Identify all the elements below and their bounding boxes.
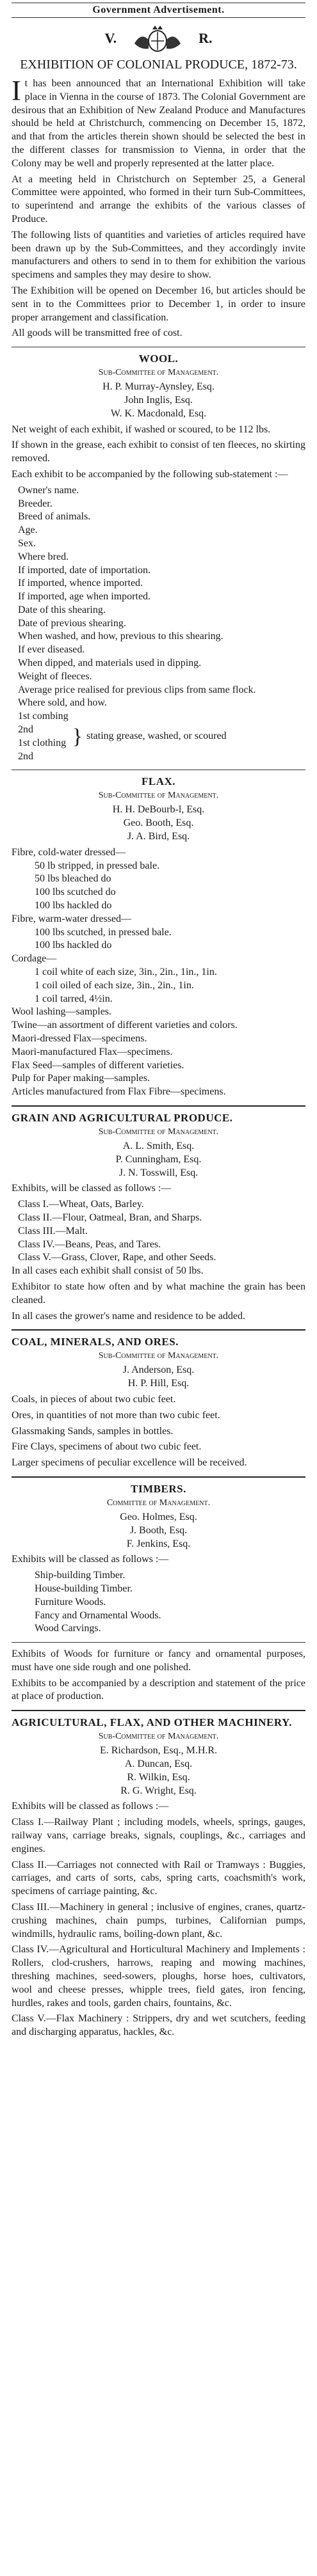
machinery-subcommittee: Sub-Committee of Management. — [98, 1732, 219, 1742]
grain-subcommittee: Sub-Committee of Management. — [98, 1126, 219, 1137]
intro-paragraph: All goods will be transmitted free of cost. — [12, 328, 183, 339]
timbers-paragraph: Exhibits to be accompanied by a description and statement of the price at place of production. — [12, 1677, 305, 1702]
list-item: Wool lashing—samples. — [12, 1006, 112, 1018]
royal-crest-icon — [132, 24, 183, 52]
class-item: Class I.—Wheat, Oats, Barley. — [18, 1199, 144, 1210]
wool-paragraph: If shown in the grease, each exhibit to consist of ten fleeces, no skirting removed. — [12, 439, 305, 464]
machinery-class: Class III.—Machinery in general ; inclusive of engines, cranes, quartz-crushing machines, chain pumps, turbines, Californian pumps, windmills, hydraulic rams, boiling-down plant, &c. — [12, 1902, 305, 1940]
flax-title: FLAX. — [141, 775, 176, 788]
combo-line: 1st combing — [18, 711, 69, 722]
list-item: 50 lbs bleached do — [35, 873, 111, 885]
list-item: Owner's name. — [18, 484, 79, 496]
combo-line: 1st clothing — [18, 737, 67, 748]
list-item: 50 lb stripped, in pressed bale. — [35, 860, 160, 871]
list-item: Maori-manufactured Flax—specimens. — [12, 1046, 173, 1057]
list-item: Weight of fleeces. — [18, 670, 92, 682]
coal-paragraph: Fire Clays, specimens of about two cubic feet. — [12, 1441, 202, 1453]
class-item: Class II.—Flour, Oatmeal, Bran, and Sharps. — [18, 1212, 202, 1223]
committee-member: R. Wilkin, Esq. — [127, 1771, 190, 1783]
class-item: House-building Timber. — [35, 1583, 133, 1594]
coal-committee-names — [12, 1364, 305, 1391]
coal-paragraph: Glassmaking Sands, samples in bottles. — [12, 1425, 174, 1437]
crest-letter-left: V. — [104, 30, 117, 46]
committee-member: H. P. Murray-Aynsley, Esq. — [102, 381, 215, 393]
list-item: If ever diseased. — [18, 644, 85, 656]
coal-title: COAL, MINERALS, AND ORES. — [12, 1336, 179, 1348]
committee-member: F. Jenkins, Esq. — [126, 1538, 191, 1549]
grain-paragraph: Exhibitor to state how often and by what machine the grain has been cleaned. — [12, 1281, 305, 1306]
class-item: Furniture Woods. — [35, 1596, 106, 1608]
committee-member: A. L. Smith, Esq. — [122, 1140, 195, 1151]
timbers-classes — [12, 1569, 305, 1636]
list-item: If imported, whence imported. — [18, 578, 143, 589]
list-item: Fibre, warm-water dressed— — [12, 913, 132, 924]
timbers-committee-names — [12, 1511, 305, 1551]
timbers-title: TIMBERS. — [131, 1482, 186, 1495]
list-item: Date of previous shearing. — [18, 617, 126, 629]
list-item: When washed, and how, previous to this shearing. — [18, 631, 224, 642]
class-item: Class V.—Grass, Clover, Rape, and other Seeds. — [18, 1252, 216, 1263]
list-item: Sex. — [18, 537, 36, 549]
list-item: Average price realised for previous clips from same flock. — [18, 684, 256, 695]
intro-paragraph: It has been announced that an International Exhibition will take place in Vienna in the course of 1873. The Colonial Government are desirous that an Exhibition of New Zealand Produce and Manufactures should be held at Christchurch, commencing on December 15, 1872, and that from the articles therein shown should be selected the best in the different classes for transmission to Vienna, in order that the Colony may be well and properly represented at the latter place. — [12, 75, 305, 169]
section-divider — [12, 1642, 305, 1643]
intro-paragraph: At a meeting held in Christchurch on September 25, a General Committee were appointed, who formed in their turn Sub-Committees, to superintend and arrange the exhibits of the various classes of Produce. — [12, 173, 305, 225]
list-item: Flax Seed—samples of different varieties. — [12, 1059, 184, 1071]
section-divider — [12, 1476, 305, 1478]
machinery-title: AGRICULTURAL, FLAX, AND OTHER MACHINERY. — [12, 1716, 293, 1729]
wool-paragraph: Each exhibit to be accompanied by the following sub-statement :— — [12, 468, 288, 480]
list-item: Maori-dressed Flax—specimens. — [12, 1033, 147, 1044]
committee-member: J. N. Tosswill, Esq. — [118, 1167, 199, 1178]
machinery-committee-names — [12, 1744, 305, 1798]
class-item: Wood Carvings. — [35, 1623, 101, 1634]
grain-classes — [12, 1198, 305, 1265]
class-item: Ship-building Timber. — [35, 1570, 126, 1581]
list-item: Cordage— — [12, 953, 57, 965]
flax-subcommittee: Sub-Committee of Management. — [98, 791, 219, 801]
grain-title: GRAIN AND AGRICULTURAL PRODUCE. — [12, 1111, 233, 1124]
list-item: Articles manufactured from Flax Fibre—specimens. — [12, 1086, 226, 1098]
machinery-class: Class II.—Carriages not connected with Rail or Tramways : Buggies, carriages, and carts of sorts, cabs, spring carts, coachsmith's work, specimens of carriage painting, &c. — [12, 1859, 305, 1897]
list-item: When dipped, and materials used in dipping. — [18, 658, 202, 669]
timbers-intro: Exhibits will be classed as follows :— — [12, 1554, 169, 1565]
brace-icon: } — [72, 724, 83, 748]
list-item: 1 coil oiled of each size, 3in., 2in., 1in. — [35, 979, 194, 991]
wool-statement-list — [12, 484, 305, 711]
wool-committee-names — [12, 381, 305, 420]
committee-member: E. Richardson, Esq., M.H.R. — [99, 1745, 218, 1757]
list-item: Date of this shearing. — [18, 604, 106, 615]
committee-member: H. P. Hill, Esq. — [127, 1378, 190, 1389]
machinery-class: Class I.—Railway Plant ; including models, wheels, springs, gauges, railway vans, carriage breaks, signals, couplings, &c., carriages and engines. — [12, 1817, 305, 1854]
class-item: Class III.—Malt. — [18, 1225, 88, 1237]
flax-committee-names — [12, 803, 305, 843]
list-item: Breed of animals. — [18, 511, 91, 523]
section-divider — [12, 1329, 305, 1331]
committee-member: J. A. Bird, Esq. — [127, 831, 190, 842]
list-item: Twine—an assortment of different varieties and colors. — [12, 1020, 238, 1031]
list-item: Where bred. — [18, 551, 69, 562]
committee-member: P. Cunningham, Esq. — [115, 1153, 202, 1165]
coal-paragraph: Larger specimens of peculiar excellence will be received. — [12, 1457, 247, 1469]
coal-paragraph: Coals, in pieces of about two cubic feet. — [12, 1393, 176, 1405]
crest-letter-right: R. — [199, 30, 213, 46]
list-item: Where sold, and how. — [18, 697, 107, 709]
machinery-intro: Exhibits will be classed as follows :— — [12, 1801, 169, 1812]
list-item: Age. — [18, 525, 38, 536]
list-item: If imported, age when imported. — [18, 591, 151, 603]
section-divider — [12, 1105, 305, 1107]
list-item: 1 coil white of each size, 3in., 2in., 1in., 1in. — [35, 967, 217, 978]
banner: Government Advertisement. — [12, 3, 305, 18]
royal-crest-row — [12, 24, 305, 52]
committee-member: J. Booth, Esq. — [129, 1524, 188, 1536]
flax-list — [12, 846, 305, 1099]
committee-member: R. G. Wright, Esq. — [120, 1785, 197, 1796]
list-item: 100 lbs hackled do — [35, 900, 112, 912]
committee-member: A. Duncan, Esq. — [124, 1758, 193, 1770]
committee-member: W. K. Macdonald, Esq. — [110, 407, 207, 419]
committee-member: Geo. Booth, Esq. — [123, 818, 194, 829]
grain-paragraph: In all cases each exhibit shall consist of 50 lbs. — [12, 1265, 204, 1277]
grain-committee-names — [12, 1140, 305, 1180]
coal-subcommittee: Sub-Committee of Management. — [98, 1351, 219, 1361]
timbers-committee: Committee of Management. — [106, 1497, 211, 1508]
class-item: Class IV.—Beans, Peas, and Tares. — [18, 1238, 161, 1250]
coal-paragraph: Ores, in quantities of not more than two cubic feet. — [12, 1409, 220, 1421]
combo-note: stating grease, washed, or scoured — [86, 731, 227, 742]
combo-line: 2nd — [18, 750, 33, 762]
intro-paragraph: The Exhibition will be opened on December 16, but articles should be sent in to the Committees prior to December 1, in order to insure proper arrangement and classification. — [12, 285, 305, 323]
committee-member: H. H. DeBourb-l, Esq. — [112, 804, 205, 816]
list-item: 100 lbs hackled do — [35, 940, 112, 951]
wool-subcommittee: Sub-Committee of Management. — [98, 368, 219, 378]
list-item: If imported, date of importation. — [18, 564, 151, 576]
list-item: 100 lbs scutched, in pressed bale. — [35, 926, 172, 938]
list-item: 100 lbs scutched do — [35, 887, 116, 898]
wool-paragraph: Net weight of each exhibit, if washed or scoured, to be 112 lbs. — [12, 423, 271, 435]
intro-paragraph: The following lists of quantities and varieties of articles required have been drawn up by the Sub-Committees, and they accordingly invite manufacturers and others to send in to them for exhibition the various specimens and samples they may desire to show. — [12, 229, 305, 281]
grain-paragraph: In all cases the grower's name and residence to be added. — [12, 1310, 245, 1322]
machinery-class: Class IV.—Agricultural and Horticultural Machinery and Implements : Rollers, clod-crushers, harrows, reaping and mowing machines, threshing machines, seed-sowers, ploughs, horse hoes, cultivators, wool and cheese presses, whipple trees, field gates, iron fencing, hurdles, rakes and tools, garden chairs, fountains, &c. — [12, 1944, 305, 2009]
combo-line: 2nd — [18, 724, 33, 736]
committee-member: Geo. Holmes, Esq. — [120, 1511, 197, 1522]
grain-intro: Exhibits, will be classed as follows :— — [12, 1183, 172, 1194]
list-item: 1 coil tarred, 4½in. — [35, 993, 113, 1004]
section-divider — [12, 1710, 305, 1711]
class-item: Fancy and Ornamental Woods. — [35, 1609, 161, 1621]
wool-combing-clothing — [12, 710, 305, 763]
committee-member: John Inglis, Esq. — [124, 394, 193, 406]
list-item: Fibre, cold-water dressed— — [12, 846, 126, 858]
timbers-paragraph: Exhibits of Woods for furniture or fancy and ornamental purposes, must have one side rough and one polished. — [12, 1648, 305, 1673]
list-item: Pulp for Paper making—samples. — [12, 1073, 150, 1084]
wool-title: WOOL. — [138, 352, 179, 365]
main-title: EXHIBITION OF COLONIAL PRODUCE, 1872-73. — [20, 58, 297, 72]
machinery-class: Class V.—Flax Machinery : Strippers, dry and wet scutchers, feeding and discharging apparatus, hackles, &c. — [12, 2013, 305, 2038]
list-item: Breeder. — [18, 498, 53, 509]
committee-member: J. Anderson, Esq. — [122, 1364, 195, 1376]
